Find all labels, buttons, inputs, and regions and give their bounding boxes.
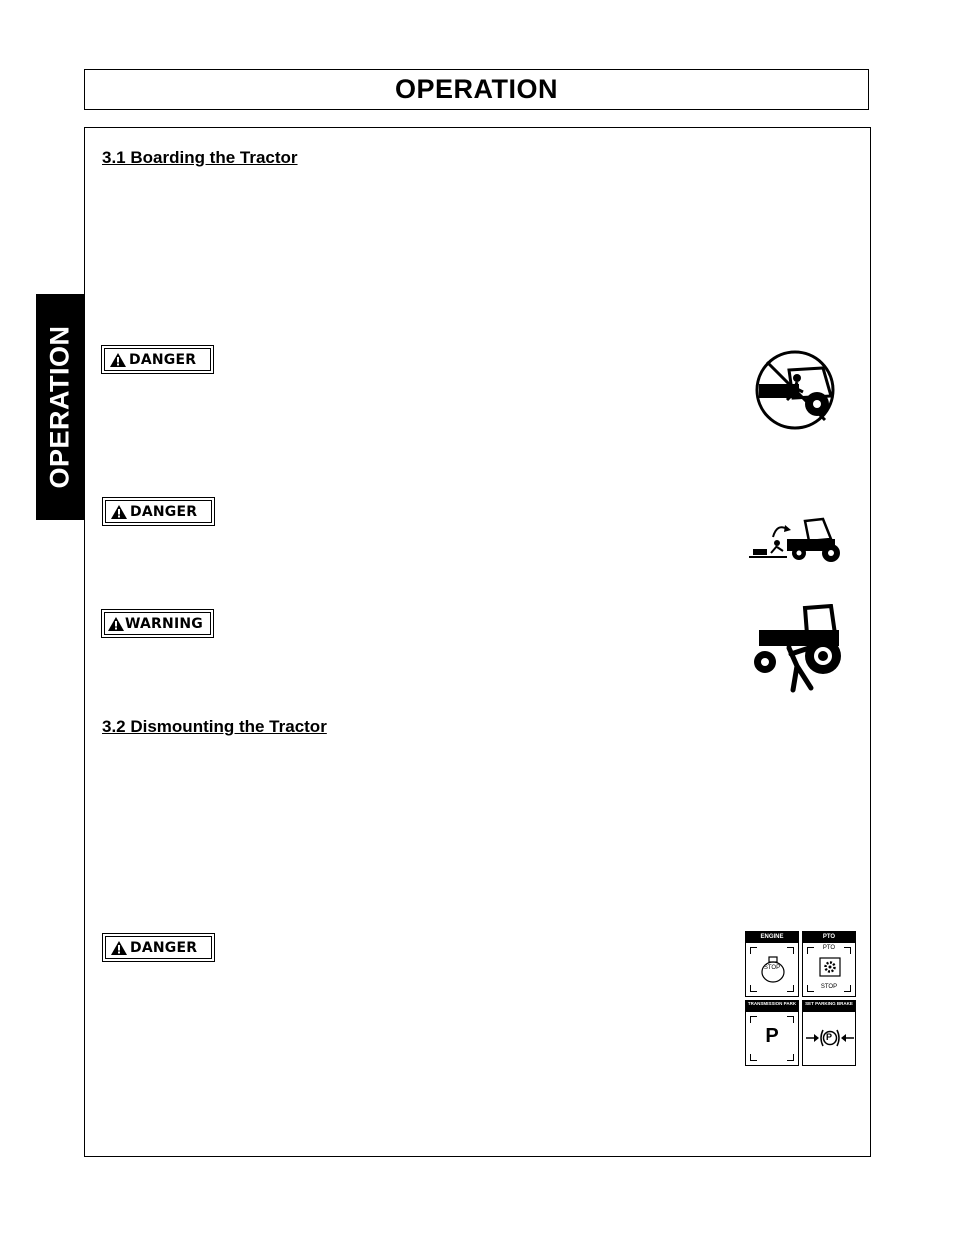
shutdown-control-panel bbox=[745, 931, 856, 1066]
runover-tractor-icon bbox=[749, 604, 843, 694]
pto-stop-cell bbox=[802, 931, 856, 997]
safety-label-danger-1 bbox=[101, 345, 214, 374]
pto-header: PTO bbox=[803, 932, 855, 943]
pto-stop-text: STOP bbox=[820, 984, 838, 990]
side-tab-label: OPERATION bbox=[44, 325, 75, 489]
brake-p-symbol: P bbox=[826, 1032, 833, 1042]
warning-triangle-icon bbox=[109, 352, 127, 368]
section-title-boarding: 3.1 Boarding the Tractor bbox=[102, 148, 298, 167]
pto-top-text: PTO bbox=[822, 945, 836, 951]
engine-stop-cell bbox=[745, 931, 799, 997]
thrown-object-tractor-icon bbox=[747, 517, 845, 563]
safety-label-danger-2 bbox=[102, 497, 215, 526]
signal-word: DANGER bbox=[130, 503, 198, 520]
page-header bbox=[84, 69, 869, 110]
park-symbol: P bbox=[765, 1025, 779, 1047]
safety-label-danger-3 bbox=[102, 933, 215, 962]
engine-stop-text: STOP bbox=[763, 965, 781, 971]
section-title-dismounting: 3.2 Dismounting the Tractor bbox=[102, 717, 327, 736]
signal-word: DANGER bbox=[130, 939, 198, 956]
signal-word: WARNING bbox=[125, 615, 203, 632]
warning-triangle-icon bbox=[110, 504, 128, 520]
transmission-header: TRANSMISSION PARK bbox=[746, 1001, 798, 1012]
brake-header: SET PARKING BRAKE bbox=[803, 1001, 855, 1012]
warning-triangle-icon bbox=[110, 940, 128, 956]
side-tab bbox=[36, 294, 84, 520]
signal-word: DANGER bbox=[129, 351, 197, 368]
page-title: OPERATION bbox=[394, 74, 558, 104]
engine-header: ENGINE bbox=[746, 932, 798, 943]
transmission-park-cell bbox=[745, 1000, 799, 1066]
no-riders-pictogram-icon bbox=[753, 348, 837, 432]
safety-label-warning bbox=[101, 609, 214, 638]
pto-gear-icon bbox=[818, 956, 842, 978]
warning-triangle-icon bbox=[107, 616, 125, 632]
parking-brake-cell bbox=[802, 1000, 856, 1066]
